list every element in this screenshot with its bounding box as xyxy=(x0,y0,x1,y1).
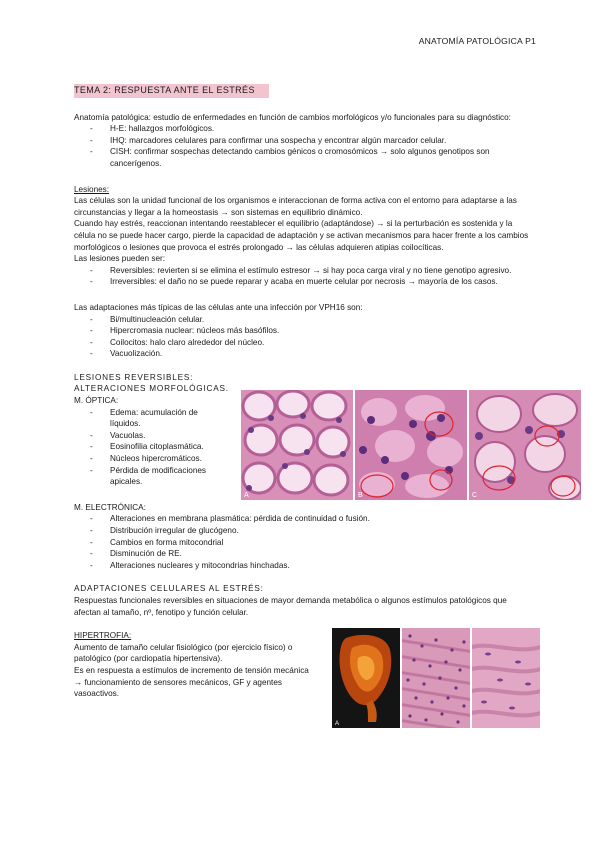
lesiones-types-intro: Las lesiones pueden ser: xyxy=(74,254,166,264)
list-item: - Edema: acumulación de líquidos. xyxy=(90,407,220,430)
list-item: - H-E: hallazgos morfológicos. xyxy=(90,123,534,135)
list-item: - Disminución de RE. xyxy=(90,548,534,560)
heart-specimen-label: A xyxy=(335,721,340,728)
optica-list xyxy=(74,407,220,488)
list-item: - Eosinofilia citoplasmática. xyxy=(90,441,220,453)
list-item: - Reversibles: revierten si se elimina el estímulo estresor → si hay poca carga viral y no tiene genotipo agresivo. xyxy=(90,265,534,277)
reversibles-heading: LESIONES REVERSIBLES: xyxy=(74,372,194,382)
document-body xyxy=(74,84,534,734)
micrograph-strip xyxy=(241,390,581,500)
myocardium-histology-b xyxy=(472,628,540,728)
list-item: - Alteraciones en membrana plasmática: pérdida de continuidad o fusión. xyxy=(90,513,534,525)
alteraciones-heading: ALTERACIONES MORFOLÓGICAS. xyxy=(74,384,229,394)
list-item: - Vacuolas. xyxy=(90,430,220,442)
topic-title: TEMA 2: RESPUESTA ANTE EL ESTRÉS xyxy=(74,84,269,98)
page-header: ANATOMÍA PATOLÓGICA P1 xyxy=(418,36,536,46)
micrograph-a xyxy=(241,390,353,500)
list-item: - Cambios en forma mitocondrial xyxy=(90,537,534,549)
list-item: - Vacuolización. xyxy=(90,348,534,360)
reversibles-block xyxy=(74,372,534,498)
hipertrofia-text-block xyxy=(74,630,316,700)
myocardium-histology-a xyxy=(402,628,470,728)
list-item: - CISH: confirmar sospechas detectando cambios génicos o cromosómicos → solo algunos genotipos son cancerígenos. xyxy=(90,146,534,169)
electronica-heading: M. ELECTRÓNICA: xyxy=(74,502,146,512)
micrograph-b xyxy=(355,390,467,500)
list-item: - Distribución irregular de glucógeno. xyxy=(90,525,534,537)
micrograph-c-label: C xyxy=(472,491,478,499)
heart-specimen-image xyxy=(332,628,400,728)
micrograph-c xyxy=(469,390,581,500)
micrograph-a-label: A xyxy=(244,491,249,499)
list-item: - Coilocitos: halo claro alrededor del núcleo. xyxy=(90,337,534,349)
lesiones-paragraph: Cuando hay estrés, reaccionan intentando reestablecer el equilibrio (adaptándose) → si la perturbación es sostenida y la célula no se puede hacer cargo, pierde la capacidad de adaptación y se activan mecanismos para hacer frente a los cambios morfológicos o lesiones que provoca el estrés prolongado → las células adquieren atipias coilocíticas. xyxy=(74,219,529,252)
optica-heading: M. ÓPTICA: xyxy=(74,396,119,406)
hipertrofia-heading: HIPERTROFIA: xyxy=(74,631,132,641)
hipertrofia-block xyxy=(74,630,534,734)
adaptaciones-heading: ADAPTACIONES CELULARES AL ESTRÉS: xyxy=(74,584,264,594)
list-item: - IHQ: marcadores celulares para confirmar una sospecha y encontrar algún marcador celular. xyxy=(90,135,534,147)
hipertrofia-text: Es en respuesta a estímulos de incremento de tensión mecánica → funcionamiento de sensores mecánicos, GF y agentes vasoactivos. xyxy=(74,666,309,699)
micrograph-b-label: B xyxy=(358,491,363,499)
vph-intro: Las adaptaciones más típicas de las células ante una infección por VPH16 son: xyxy=(74,302,363,312)
hipertrofia-text: Aumento de tamaño celular fisiológico (por ejercicio físico) o patológico (por cardiopatía hipertensiva). xyxy=(74,642,293,664)
list-item: - Pérdida de modificaciones apicales. xyxy=(90,465,220,488)
intro-definition: Anatomía patológica: estudio de enfermedades en función de cambios morfológicos y/o funcionales para su diagnóstico: xyxy=(74,112,511,122)
hipertrofia-images xyxy=(332,628,540,728)
vph-list xyxy=(74,314,534,360)
adaptaciones-text: Respuestas funcionales reversibles en situaciones de mayor demanda metabólica o algunos estímulos patológicos que afectan al tamaño, nº, fenotipo y función celular. xyxy=(74,596,507,617)
electronica-list xyxy=(74,513,534,571)
intro-list xyxy=(74,123,534,169)
list-item: - Irreversibles: el daño no se puede reparar y acaba en muerte celular por necrosis → mayoría de los casos. xyxy=(90,276,534,288)
list-item: - Hipercromasia nuclear: núcleos más basófilos. xyxy=(90,325,534,337)
lesiones-paragraph: Las células son la unidad funcional de los organismos e interaccionan de forma activa con el entorno para adaptarse a las circunstancias y llegar a la homeostasis → son sistemas en equilibrio dinámico. xyxy=(74,196,517,217)
lesiones-heading: Lesiones: xyxy=(74,184,110,194)
list-item: - Núcleos hipercromáticos. xyxy=(90,453,220,465)
list-item: - Bi/multinucleación celular. xyxy=(90,314,534,326)
list-item: - Alteraciones nucleares y mitocondrias hinchadas. xyxy=(90,560,534,572)
lesiones-types-list xyxy=(74,265,534,288)
